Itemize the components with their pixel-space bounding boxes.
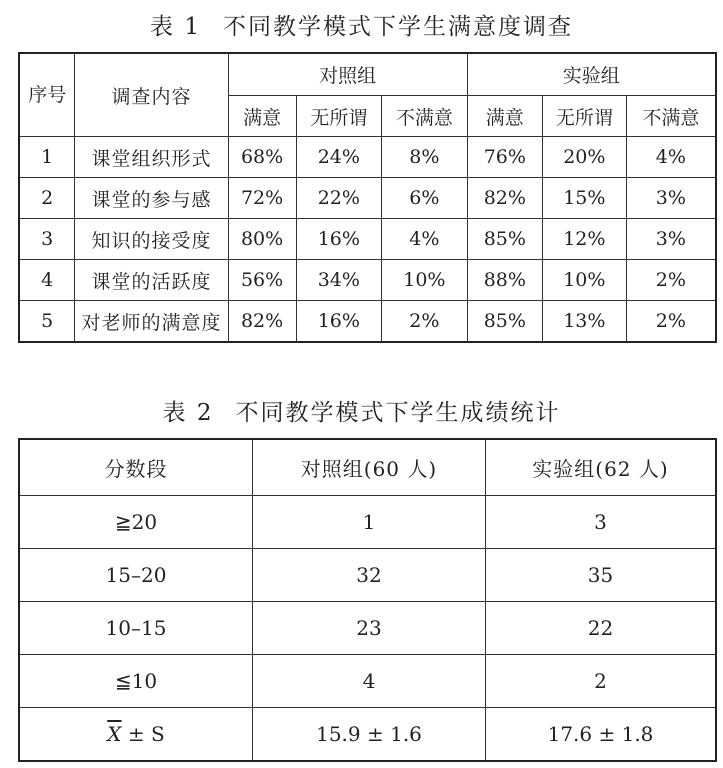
row-control-dissatisfied: 4% <box>382 219 468 260</box>
row-experimental-dissatisfied: 2% <box>626 260 716 301</box>
summary-experimental: 17.6 ± 1.8 <box>486 708 717 762</box>
table2-row <box>19 602 716 655</box>
row-seq: 1 <box>19 137 75 178</box>
row-experimental-dissatisfied: 3% <box>626 178 716 219</box>
row-score-range: 15–20 <box>19 549 253 602</box>
header-experimental-indifferent: 无所谓 <box>542 96 626 137</box>
row-content: 课堂组织形式 <box>75 137 228 178</box>
header-control-group: 对照组 <box>228 53 467 96</box>
mean-symbol: $\overline{X}$ <box>107 722 122 746</box>
row-seq: 2 <box>19 178 75 219</box>
table2-caption-text: 不同教学模式下学生成绩统计 <box>235 400 561 426</box>
header-score-range: 分数段 <box>19 439 253 496</box>
row-experimental-indifferent: 10% <box>542 260 626 301</box>
table2-header-row <box>19 439 716 496</box>
row-control-dissatisfied: 2% <box>382 301 468 343</box>
header-experimental-group-count: 实验组(62 人) <box>486 439 717 496</box>
row-control-indifferent: 16% <box>296 219 382 260</box>
header-control-group-count: 对照组(60 人) <box>253 439 486 496</box>
table1-row <box>19 260 716 301</box>
header-control-dissatisfied: 不满意 <box>382 96 468 137</box>
table1-row <box>19 301 716 343</box>
table2-caption-number: 表 2 <box>162 400 214 426</box>
row-score-range: ≦10 <box>19 655 253 708</box>
summary-label <box>19 708 253 762</box>
row-seq: 5 <box>19 301 75 343</box>
row-control-count: 32 <box>253 549 486 602</box>
row-control-indifferent: 16% <box>296 301 382 343</box>
row-experimental-dissatisfied: 4% <box>626 137 716 178</box>
header-experimental-satisfied: 满意 <box>467 96 542 137</box>
table2-caption <box>0 394 723 427</box>
row-score-range: 10–15 <box>19 602 253 655</box>
row-experimental-indifferent: 20% <box>542 137 626 178</box>
row-experimental-count: 35 <box>486 549 717 602</box>
table2-row <box>19 655 716 708</box>
row-experimental-count: 2 <box>486 655 717 708</box>
row-content: 课堂的活跃度 <box>75 260 228 301</box>
row-experimental-indifferent: 12% <box>542 219 626 260</box>
row-control-satisfied: 56% <box>228 260 296 301</box>
row-control-indifferent: 24% <box>296 137 382 178</box>
row-experimental-satisfied: 85% <box>467 301 542 343</box>
row-experimental-dissatisfied: 2% <box>626 301 716 343</box>
table2-row <box>19 549 716 602</box>
row-content: 对老师的满意度 <box>75 301 228 343</box>
row-control-indifferent: 22% <box>296 178 382 219</box>
table1-caption-number: 表 1 <box>150 14 201 40</box>
row-control-satisfied: 80% <box>228 219 296 260</box>
row-control-satisfied: 72% <box>228 178 296 219</box>
row-experimental-indifferent: 15% <box>542 178 626 219</box>
row-control-dissatisfied: 6% <box>382 178 468 219</box>
header-experimental-dissatisfied: 不满意 <box>626 96 716 137</box>
row-score-range: ≧20 <box>19 496 253 549</box>
row-content: 知识的接受度 <box>75 219 228 260</box>
row-seq: 4 <box>19 260 75 301</box>
summary-label-suffix: ± S <box>121 722 165 746</box>
row-experimental-count: 3 <box>486 496 717 549</box>
header-control-indifferent: 无所谓 <box>296 96 382 137</box>
header-control-satisfied: 满意 <box>228 96 296 137</box>
row-content: 课堂的参与感 <box>75 178 228 219</box>
table2-summary-row <box>19 708 716 762</box>
table1-caption <box>0 8 723 41</box>
row-control-count: 23 <box>253 602 486 655</box>
row-control-satisfied: 82% <box>228 301 296 343</box>
row-experimental-indifferent: 13% <box>542 301 626 343</box>
table1-row <box>19 178 716 219</box>
header-content: 调查内容 <box>75 53 228 137</box>
table1-row <box>19 137 716 178</box>
row-control-dissatisfied: 10% <box>382 260 468 301</box>
header-experimental-group: 实验组 <box>467 53 716 96</box>
table1-row <box>19 219 716 260</box>
header-seq: 序号 <box>19 53 75 137</box>
row-experimental-count: 22 <box>486 602 717 655</box>
row-experimental-satisfied: 85% <box>467 219 542 260</box>
table1-header-row-1 <box>19 53 716 96</box>
row-experimental-satisfied: 82% <box>467 178 542 219</box>
table1-caption-text: 不同教学模式下学生满意度调查 <box>222 14 573 40</box>
score-statistics-table <box>18 438 717 762</box>
table2-row <box>19 496 716 549</box>
row-experimental-satisfied: 88% <box>467 260 542 301</box>
row-experimental-satisfied: 76% <box>467 137 542 178</box>
row-control-count: 4 <box>253 655 486 708</box>
row-control-dissatisfied: 8% <box>382 137 468 178</box>
row-control-indifferent: 34% <box>296 260 382 301</box>
summary-control: 15.9 ± 1.6 <box>253 708 486 762</box>
row-experimental-dissatisfied: 3% <box>626 219 716 260</box>
row-control-satisfied: 68% <box>228 137 296 178</box>
row-seq: 3 <box>19 219 75 260</box>
row-control-count: 1 <box>253 496 486 549</box>
satisfaction-survey-table <box>18 52 717 343</box>
